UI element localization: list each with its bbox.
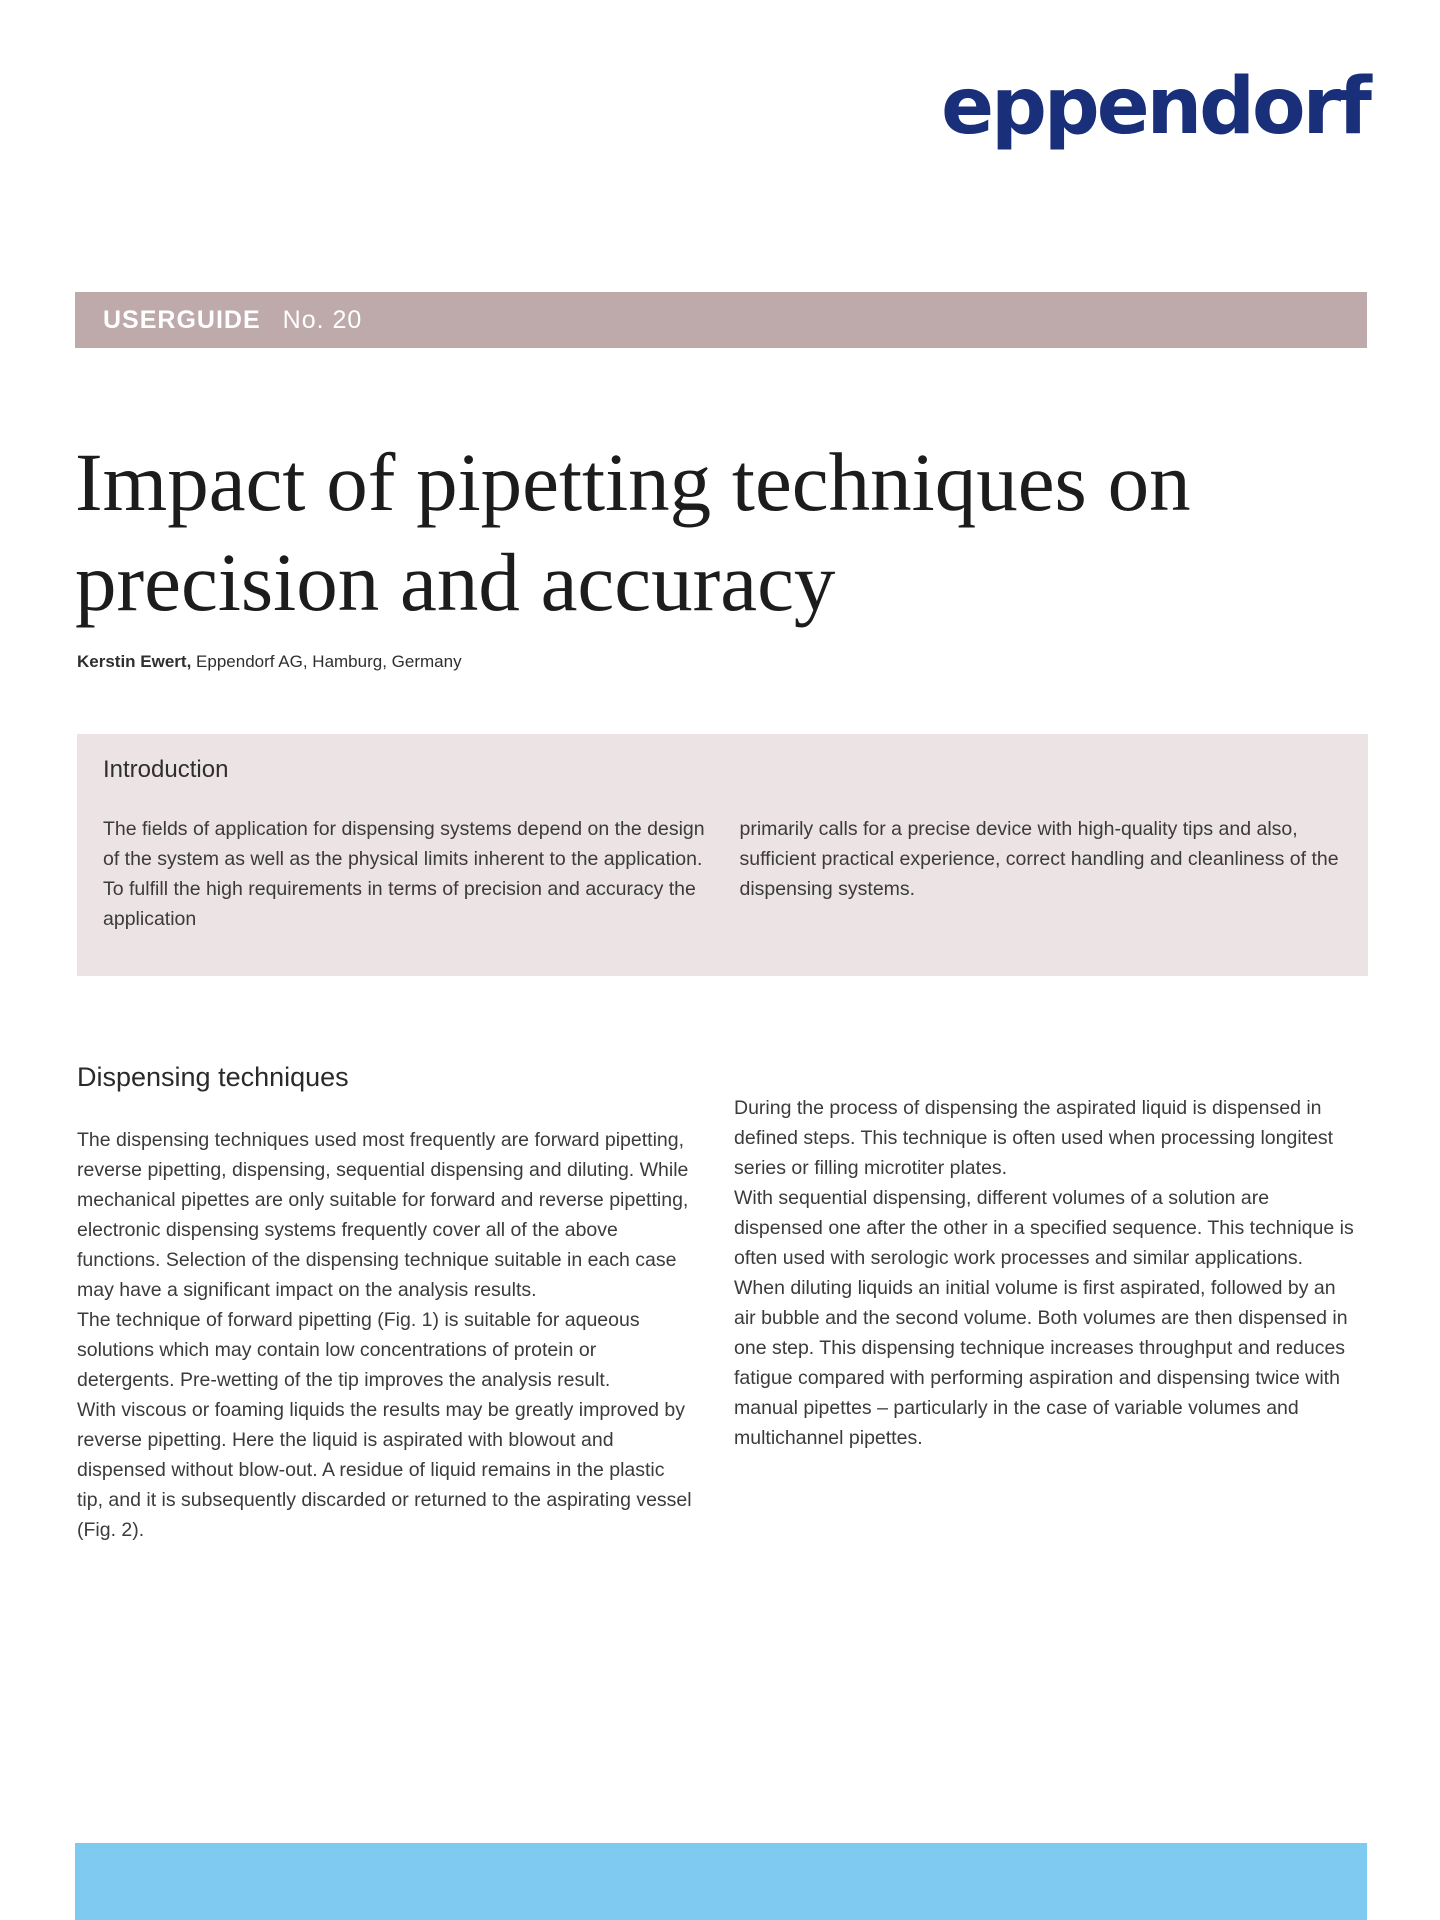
- author-affiliation: Eppendorf AG, Hamburg, Germany: [196, 652, 462, 671]
- title-line-1: Impact of pipetting techniques on: [75, 436, 1191, 528]
- userguide-banner: [75, 292, 1367, 348]
- body-paragraph: With viscous or foaming liquids the results may be greatly improved by reverse pipetting. Here the liquid is aspirated with blowout and dispensed without blow-out. A residue of liquid remains in the plastic tip, and it is subsequently discarded or returned to the aspirating vessel (Fig. 2).: [77, 1399, 692, 1541]
- eppendorf-logo: eppendorf: [941, 62, 1369, 152]
- body-paragraph: When diluting liquids an initial volume is first aspirated, followed by an air bubble and the second volume. Both volumes are then dispensed in one step. This dispensing technique increases throughput and reduces fatigue compared with performing aspiration and dispensing twice with manual pipettes – particularly in the case of variable volumes and multichannel pipettes.: [734, 1277, 1348, 1449]
- body-paragraph: During the process of dispensing the aspirated liquid is dispensed in defined steps. This technique is often used when processing longitest series or filling microtiter plates.: [734, 1097, 1334, 1179]
- author-line: [77, 652, 462, 672]
- body-column-right: [734, 1093, 1354, 1453]
- section-heading: Dispensing techniques: [77, 1062, 349, 1092]
- author-name: Kerstin Ewert,: [77, 652, 192, 671]
- introduction-col-2: primarily calls for a precise device with high-quality tips and also, sufficient practical experience, correct handling and cleanliness of the dispensing systems.: [739, 818, 1339, 900]
- footer-color-bar: [75, 1843, 1367, 1920]
- banner-number: No. 20: [282, 305, 363, 334]
- introduction-col-1: The fields of application for dispensing systems depend on the design of the system as well as the physical limits inherent to the application. To fulfill the high requirements in terms of precision and accuracy the application: [103, 818, 705, 930]
- body-column-left: [77, 1125, 693, 1545]
- body-paragraph: The dispensing techniques used most frequently are forward pipetting, reverse pipetting, dispensing, sequential dispensing and diluting. While mechanical pipettes are only suitable for forward and reverse pipetting, electronic dispensing systems frequently cover all of the above functions. Selection of the dispensing technique suitable in each case may have a significant impact on the analysis results.: [77, 1129, 689, 1301]
- body-paragraph: The technique of forward pipetting (Fig. 1) is suitable for aqueous solutions which may contain low concentrations of protein or detergents. Pre-wetting of the tip improves the analysis result.: [77, 1309, 640, 1391]
- page-title: [75, 432, 1375, 632]
- introduction-columns: [103, 814, 1342, 934]
- title-line-2: precision and accuracy: [75, 536, 836, 628]
- introduction-box: [77, 734, 1368, 976]
- body-paragraph: With sequential dispensing, different volumes of a solution are dispensed one after the other in a specified sequence. This technique is often used with serologic work processes and similar applications.: [734, 1187, 1354, 1269]
- banner-kind: USERGUIDE: [103, 305, 261, 334]
- introduction-heading: Introduction: [103, 756, 229, 783]
